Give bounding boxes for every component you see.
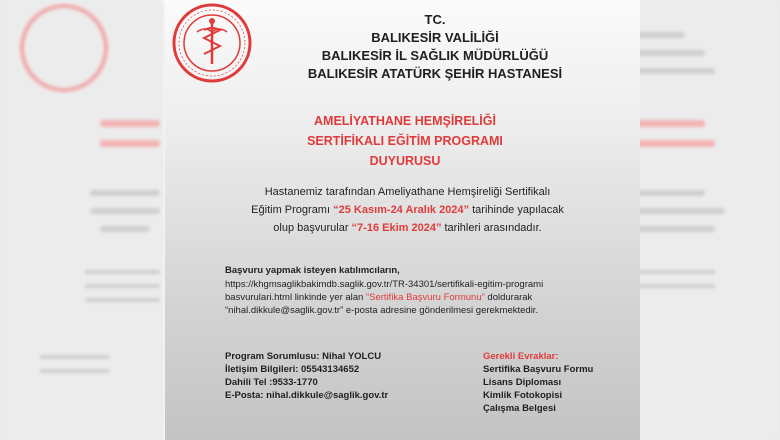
title-line-3: DUYURUSU xyxy=(369,154,441,168)
document-item: Çalışma Belgesi xyxy=(483,403,556,414)
ministry-of-health-seal-icon xyxy=(171,2,253,84)
instructions-heading: Başvuru yapmak isteyen katılımcıların, xyxy=(225,265,400,276)
document-item: Sertifika Başvuru Formu xyxy=(483,364,594,375)
contact-phone: İletişim Bilgileri: 05543134652 xyxy=(225,364,360,375)
announcement-poster xyxy=(165,0,640,440)
title-line-1: AMELİYATHANE HEMŞİRELİĞİ xyxy=(314,114,496,128)
header-line-3: BALIKESİR İL SAĞLIK MÜDÜRLÜĞÜ xyxy=(321,48,549,63)
document-item: Lisans Diploması xyxy=(483,377,562,388)
contact-extension: Dahili Tel :9533-1770 xyxy=(225,377,318,388)
required-documents-heading: Gerekli Evraklar: xyxy=(483,351,559,362)
application-link[interactable]: https://khgmsaglikbakimdb.saglik.gov.tr/TR-34301/sertifikali-egitim-programi xyxy=(225,279,544,290)
program-responsible: Program Sorumlusu: Nihal YOLCU xyxy=(225,351,382,362)
blurred-seal-icon xyxy=(20,4,108,92)
document-item: Kimlik Fotokopisi xyxy=(483,390,563,401)
announcement-line-2: Eğitim Programı “25 Kasım-24 Aralık 2024” tarihinde yapılacak xyxy=(251,204,564,216)
title-line-2: SERTİFİKALI EĞİTİM PROGRAMI xyxy=(307,134,503,148)
contact-email[interactable]: E-Posta: nihal.dikkule@saglik.gov.tr xyxy=(225,390,389,401)
announcement-line-3: olup başvurular “7-16 Ekim 2024” tarihleri arasındadır. xyxy=(273,222,542,234)
announcement-line-1: Hastanemiz tarafından Ameliyathane Hemşireliği Sertifikalı xyxy=(264,186,551,198)
blurred-left-panel xyxy=(0,0,165,440)
form-name: “Sertifika Başvuru Formunu” xyxy=(365,292,485,303)
application-dates: “7-16 Ekim 2024” xyxy=(351,222,442,234)
header-line-1: TC. xyxy=(424,12,446,27)
header-line-2: BALIKESİR VALİLİĞİ xyxy=(371,30,499,45)
instructions-line-2: basvurulari.html linkinde yer alan “Sertifika Başvuru Formunu” doldurarak xyxy=(225,292,533,303)
training-dates: “25 Kasım-24 Aralık 2024” xyxy=(333,204,470,216)
header-line-4: BALIKESİR ATATÜRK ŞEHİR HASTANESİ xyxy=(307,66,563,81)
instructions-line-3: “nihal.dikkule@saglik.gov.tr” e-posta adresine gönderilmesi gerekmektedir. xyxy=(225,305,539,316)
